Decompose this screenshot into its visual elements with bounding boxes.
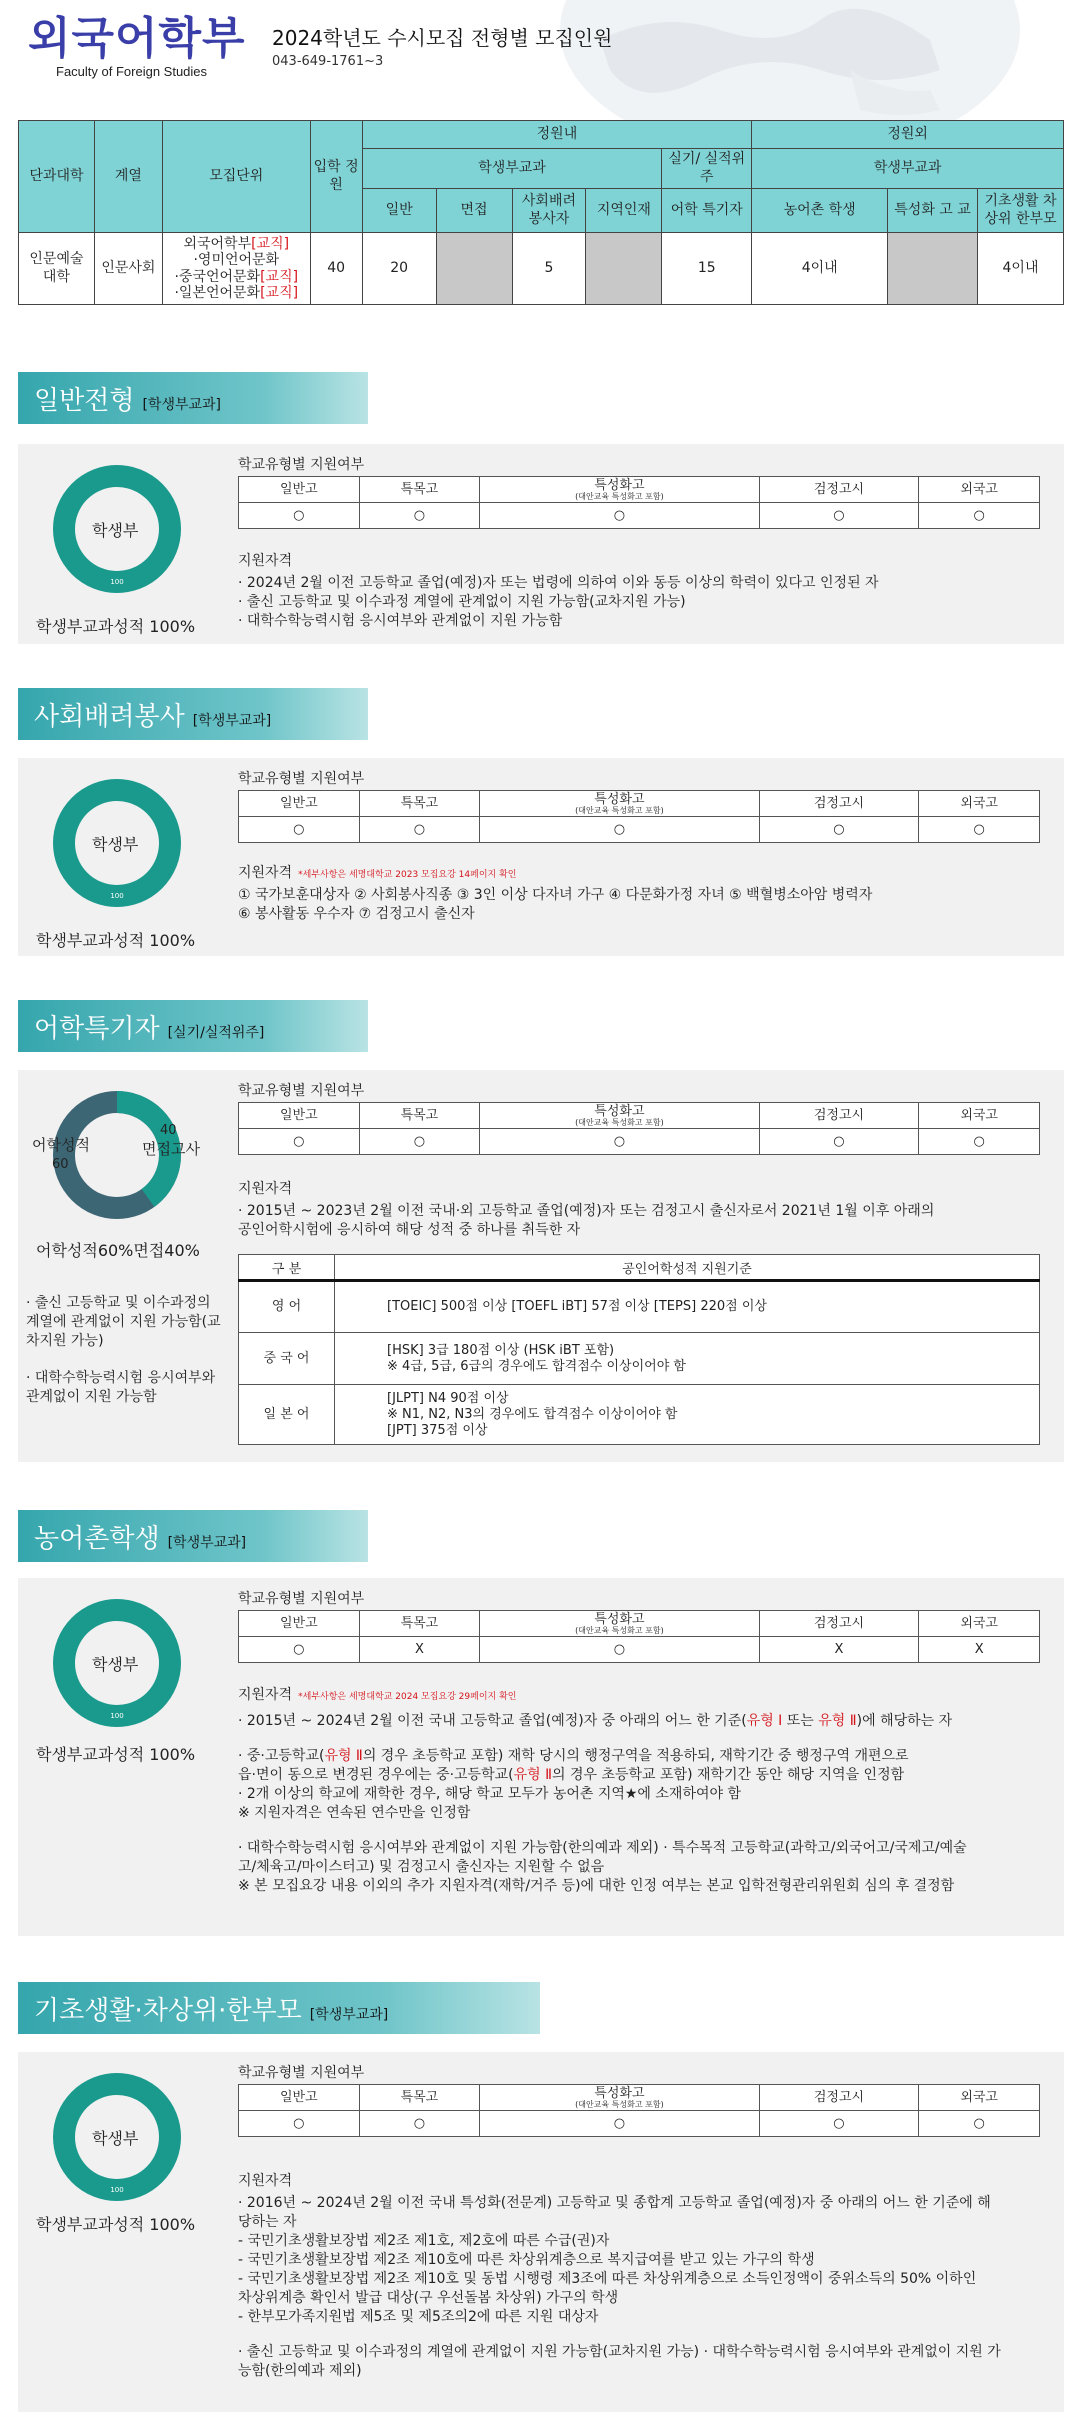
eligibility-mark: ○ bbox=[919, 503, 1040, 529]
lang-criteria-japanese: [JLPT] N4 90점 이상 ※ N1, N2, N3의 경우에도 합격점수 이상이어야 함 [JPT] 375점 이상 bbox=[335, 1385, 1040, 1445]
lang-col-criteria: 공인어학성적 지원기준 bbox=[335, 1255, 1040, 1281]
cell-general: 20 bbox=[362, 233, 436, 305]
type-col-general: 일반고 bbox=[239, 477, 360, 503]
contact-phone: 043-649-1761~3 bbox=[272, 54, 384, 69]
eligibility-mark: ○ bbox=[919, 817, 1040, 843]
type-col-special-purpose: 특목고 bbox=[359, 1611, 480, 1637]
teacher-tag: [교직] bbox=[260, 268, 299, 285]
lang-name-english: 영 어 bbox=[239, 1281, 335, 1333]
type-col-specialized: 특성화고 (대안교육 특성화고 포함) bbox=[480, 1611, 759, 1637]
unit-major-english: ·영미언어문화 bbox=[193, 252, 280, 269]
type-col-specialized: 특성화고 (대안교육 특성화고 포함) bbox=[480, 2085, 759, 2111]
eligibility-mark: X bbox=[359, 1637, 480, 1663]
table-row bbox=[239, 1385, 1040, 1445]
type-col-foreign: 외국고 bbox=[919, 791, 1040, 817]
header-out-quota: 정원외 bbox=[752, 121, 1064, 149]
section-title-language: 어학특기자 [실기/실적위주] bbox=[18, 1000, 368, 1052]
qualification-note: *세부사항은 세명대학교 2023 모집요강 14페이지 확인 bbox=[298, 870, 517, 880]
department-title: 외국어학부 bbox=[28, 14, 246, 63]
school-type-table bbox=[238, 2084, 1040, 2137]
segment-interview-label: 40 면접고사 bbox=[142, 1123, 200, 1158]
qualification-text: · 2016년 ~ 2024년 2월 이전 국내 특성화(전문계) 고등학교 및 종합계 고등학교 졸업(예정)자 중 아래의 어느 한 기준에 해 당하는 자 - 국민기초생활보장법 제2조 제1호, 제2호에 따른 수급(권)자 - 국민기초생활보장법 제2조 제10호에 따른 차상위계층으로 복지급여를 받고 있는 가구의 학생 - 국민기초생활보장법 제2조 제10호 및 동법 시행령 제3조에 따른 차상위계층으로 소득인정액이 중위소득의 50% 이하인 차상위계층 확인서 발급 대상(구 우선돌봄 차상위) 가구의 학생 - 한부모가족지원법 제5조 및 제5조의2에 따른 지원 대상자 · 출신 고등학교 및 이수과정의 계열에 관계없이 지원 가능함(교차지원 가능) · 대학수학능력시험 응시여부와 관계없이 지원 가 능함(한의예과 제외) bbox=[238, 2195, 1001, 2379]
eligibility-mark: ○ bbox=[359, 503, 480, 529]
teacher-tag: [교직] bbox=[251, 236, 290, 253]
type-col-foreign: 외국고 bbox=[919, 1611, 1040, 1637]
section-title-general: 일반전형 [학생부교과] bbox=[18, 372, 368, 424]
type-col-ged: 검정고시 bbox=[759, 477, 919, 503]
header-social: 사회배려 봉사자 bbox=[512, 189, 586, 233]
table-row bbox=[19, 233, 1064, 305]
table-row bbox=[239, 1333, 1040, 1385]
section-panel-general bbox=[18, 444, 1064, 644]
type-col-specialized: 특성화고 (대안교육 특성화고 포함) bbox=[480, 1103, 759, 1129]
donut-center-label: 학생부 bbox=[92, 2129, 139, 2148]
cell-regional bbox=[586, 233, 662, 305]
eligibility-mark: ○ bbox=[480, 2111, 759, 2137]
section-title-basic: 기초생활·차상위·한부모 [학생부교과] bbox=[18, 1982, 540, 2034]
header-regional: 지역인재 bbox=[586, 189, 662, 233]
qualification-text: · 2015년 ~ 2024년 2월 이전 국내 고등학교 졸업(예정)자 중 아래의 어느 한 기준(유형 Ⅰ 또는 유형 Ⅱ)에 해당하는 자 · 중·고등학교(유형 Ⅱ의 경우 초등학교 포함) 재학 당시의 행정구역을 적용하되, 재학기간 중 행정구역 개편으로 읍·면이 동으로 변경된 경우에는 중·고등학교(유형 Ⅱ의 경우 초등학교 포함) 재학기간 동안 해당 지역을 인정함 · 2개 이상의 학교에 재학한 경우, 해당 학교 모두가 농어촌 지역★에 소재하여야 함 ※ 지원자격은 연속된 연수만을 인정함 · 대학수학능력시험 응시여부와 관계없이 지원 가능함(한의예과 제외) · 특수목적 고등학교(과학고/외국어고/국제고/예술 고/체육고/마이스터고) 및 검정고시 출신자는 지원할 수 없음 ※ 본 모집요강 내용 이외의 추가 지원자격(재학/거주 등)에 대한 인정 여부는 본교 입학전형관리위원회 심의 후 결정함 bbox=[238, 1713, 967, 1894]
header-practical: 실기/ 실적위주 bbox=[662, 149, 752, 189]
header-student-record: 학생부교과 bbox=[362, 149, 662, 189]
qualification-label: 지원자격 bbox=[238, 2173, 293, 2189]
school-type-table bbox=[238, 1102, 1040, 1155]
eligibility-mark: ○ bbox=[239, 1637, 360, 1663]
type-col-specialized: 특성화고 (대안교육 특성화고 포함) bbox=[480, 477, 759, 503]
department-english-name: Faculty of Foreign Studies bbox=[56, 64, 208, 79]
eligibility-mark: ○ bbox=[239, 1129, 360, 1155]
cell-specialized bbox=[888, 233, 978, 305]
evaluation-caption: 학생부교과성적 100% bbox=[36, 2215, 196, 2234]
eligibility-mark: ○ bbox=[759, 503, 919, 529]
page-header bbox=[0, 0, 1080, 110]
eligibility-mark: X bbox=[919, 1637, 1040, 1663]
table-row bbox=[239, 1281, 1040, 1333]
qualification-label: 지원자격 *세부사항은 세명대학교 2024 모집요강 29페이지 확인 bbox=[238, 1687, 517, 1703]
header-field: 계열 bbox=[94, 121, 162, 233]
segment-language-label: 어학성적 60 bbox=[32, 1136, 90, 1172]
type-col-general: 일반고 bbox=[239, 1611, 360, 1637]
header-basic: 기초생활 차상위 한부모 bbox=[978, 189, 1064, 233]
type-col-ged: 검정고시 bbox=[759, 2085, 919, 2111]
eligibility-mark: ○ bbox=[759, 817, 919, 843]
school-type-heading: 학교유형별 지원여부 bbox=[238, 457, 365, 473]
type-col-ged: 검정고시 bbox=[759, 1611, 919, 1637]
type-col-specialized: 특성화고 (대안교육 특성화고 포함) bbox=[480, 791, 759, 817]
type-col-special-purpose: 특목고 bbox=[359, 1103, 480, 1129]
eligibility-mark: ○ bbox=[239, 2111, 360, 2137]
unit-major-japanese: ·일본언어문화 bbox=[174, 284, 261, 301]
eligibility-mark: ○ bbox=[239, 503, 360, 529]
section-panel-basic bbox=[18, 2052, 1064, 2412]
header-interview: 면접 bbox=[436, 189, 512, 233]
header-rural: 농어촌 학생 bbox=[752, 189, 888, 233]
cell-field: 인문사회 bbox=[94, 233, 162, 305]
header-unit: 모집단위 bbox=[162, 121, 310, 233]
eligibility-mark: ○ bbox=[919, 2111, 1040, 2137]
evaluation-caption: 학생부교과성적 100% bbox=[36, 931, 196, 950]
type-col-general: 일반고 bbox=[239, 1103, 360, 1129]
qualification-text: ① 국가보훈대상자 ② 사회봉사직종 ③ 3인 이상 다자녀 가구 ④ 다문화가정 자녀 ⑤ 백혈병소아암 병력자 ⑥ 봉사활동 우수자 ⑦ 검정고시 출신자 bbox=[238, 887, 873, 922]
donut-center-label: 학생부 bbox=[92, 835, 139, 854]
section-title-rural: 농어촌학생 [학생부교과] bbox=[18, 1510, 368, 1562]
school-type-table bbox=[238, 790, 1040, 843]
type-col-special-purpose: 특목고 bbox=[359, 2085, 480, 2111]
evaluation-caption: 학생부교과성적 100% bbox=[36, 617, 196, 636]
section-panel-social bbox=[18, 758, 1064, 956]
type-col-general: 일반고 bbox=[239, 2085, 360, 2111]
unit-major-chinese: ·중국언어문화 bbox=[174, 268, 261, 285]
school-type-table bbox=[238, 476, 1040, 529]
eligibility-mark: ○ bbox=[759, 1129, 919, 1155]
cell-interview bbox=[436, 233, 512, 305]
lang-criteria-english: [TOEIC] 500점 이상 [TOEFL iBT] 57점 이상 [TEPS] 220점 이상 bbox=[335, 1281, 1040, 1333]
teacher-tag: [교직] bbox=[260, 284, 299, 301]
eligibility-mark: ○ bbox=[480, 1129, 759, 1155]
header-college: 단과대학 bbox=[19, 121, 95, 233]
evaluation-caption: 학생부교과성적 100% bbox=[36, 1745, 196, 1764]
cell-basic: 4이내 bbox=[978, 233, 1064, 305]
type-col-general: 일반고 bbox=[239, 791, 360, 817]
lang-criteria-chinese: [HSK] 3급 180점 이상 (HSK iBT 포함) ※ 4급, 5급, 6급의 경우에도 합격점수 이상이어야 함 bbox=[335, 1333, 1040, 1385]
donut-center-label: 학생부 bbox=[92, 1655, 139, 1674]
eligibility-mark: ○ bbox=[359, 2111, 480, 2137]
type-col-foreign: 외국고 bbox=[919, 2085, 1040, 2111]
unit-main: 외국어학부 bbox=[183, 236, 252, 253]
type-col-foreign: 외국고 bbox=[919, 477, 1040, 503]
donut-value: 100 bbox=[110, 578, 124, 586]
qualification-label: 지원자격 bbox=[238, 1181, 293, 1197]
document-title: 2024학년도 수시모집 전형별 모집인원 bbox=[272, 26, 613, 50]
side-notes: · 출신 고등학교 및 이수과정의 계열에 관계없이 지원 가능함(교차지원 가능) · 대학수학능력시험 응시여부와 관계없이 지원 가능함 bbox=[26, 1295, 221, 1405]
school-type-heading: 학교유형별 지원여부 bbox=[238, 771, 365, 787]
eligibility-mark: ○ bbox=[759, 2111, 919, 2137]
donut-value: 100 bbox=[110, 2186, 124, 2194]
eligibility-mark: ○ bbox=[919, 1129, 1040, 1155]
cell-social: 5 bbox=[512, 233, 586, 305]
eligibility-mark: ○ bbox=[359, 817, 480, 843]
qualification-text: · 2024년 2월 이전 고등학교 졸업(예정)자 또는 법령에 의하여 이와 동등 이상의 학력이 있다고 인정된 자 · 출신 고등학교 및 이수과정 계열에 관계없이 지원 가능함(교차지원 가능) · 대학수학능력시험 응시여부와 관계없이 지원 가능함 bbox=[238, 575, 879, 629]
language-criteria-table bbox=[238, 1254, 1040, 1445]
header-language: 어학 특기자 bbox=[662, 189, 752, 233]
header-quota: 입학 정원 bbox=[310, 121, 362, 233]
qualification-text: · 2015년 ~ 2023년 2월 이전 국내·외 고등학교 졸업(예정)자 또는 검정고시 출신자로서 2021년 1월 이후 아래의 공인어학시험에 응시하여 해당 성적 중 하나를 취득한 자 bbox=[238, 1203, 935, 1238]
header-in-quota: 정원내 bbox=[362, 121, 752, 149]
eligibility-mark: ○ bbox=[239, 817, 360, 843]
type-col-foreign: 외국고 bbox=[919, 1103, 1040, 1129]
eligibility-mark: ○ bbox=[480, 817, 759, 843]
type-col-ged: 검정고시 bbox=[759, 1103, 919, 1129]
cell-units bbox=[162, 233, 310, 305]
evaluation-caption: 어학성적60%면접40% bbox=[36, 1241, 200, 1260]
lang-name-japanese: 일 본 어 bbox=[239, 1385, 335, 1445]
type-col-special-purpose: 특목고 bbox=[359, 791, 480, 817]
school-type-table bbox=[238, 1610, 1040, 1663]
qualification-label: 지원자격 *세부사항은 세명대학교 2023 모집요강 14페이지 확인 bbox=[238, 865, 517, 881]
type-col-special-purpose: 특목고 bbox=[359, 477, 480, 503]
cell-language: 15 bbox=[662, 233, 752, 305]
eligibility-mark: X bbox=[759, 1637, 919, 1663]
lang-name-chinese: 중 국 어 bbox=[239, 1333, 335, 1385]
header-student-record-2: 학생부교과 bbox=[752, 149, 1064, 189]
lang-col-category: 구 분 bbox=[239, 1255, 335, 1281]
section-panel-rural bbox=[18, 1578, 1064, 1936]
header-general: 일반 bbox=[362, 189, 436, 233]
donut-value: 100 bbox=[110, 1712, 124, 1720]
header-specialized: 특성화 고 교 bbox=[888, 189, 978, 233]
quota-summary-table bbox=[18, 120, 1064, 305]
cell-rural: 4이내 bbox=[752, 233, 888, 305]
eligibility-mark: ○ bbox=[480, 503, 759, 529]
qualification-note: *세부사항은 세명대학교 2024 모집요강 29페이지 확인 bbox=[298, 1692, 517, 1702]
school-type-heading: 학교유형별 지원여부 bbox=[238, 1083, 365, 1099]
type-col-ged: 검정고시 bbox=[759, 791, 919, 817]
school-type-heading: 학교유형별 지원여부 bbox=[238, 1591, 365, 1607]
donut-value: 100 bbox=[110, 892, 124, 900]
section-title-social: 사회배려봉사 [학생부교과] bbox=[18, 688, 368, 740]
cell-college: 인문예술 대학 bbox=[19, 233, 95, 305]
donut-center-label: 학생부 bbox=[92, 521, 139, 540]
eligibility-mark: ○ bbox=[359, 1129, 480, 1155]
qualification-label: 지원자격 bbox=[238, 553, 293, 569]
eligibility-mark: ○ bbox=[480, 1637, 759, 1663]
cell-quota: 40 bbox=[310, 233, 362, 305]
school-type-heading: 학교유형별 지원여부 bbox=[238, 2065, 365, 2081]
section-panel-language bbox=[18, 1070, 1064, 1462]
world-map-icon bbox=[460, 0, 1020, 120]
